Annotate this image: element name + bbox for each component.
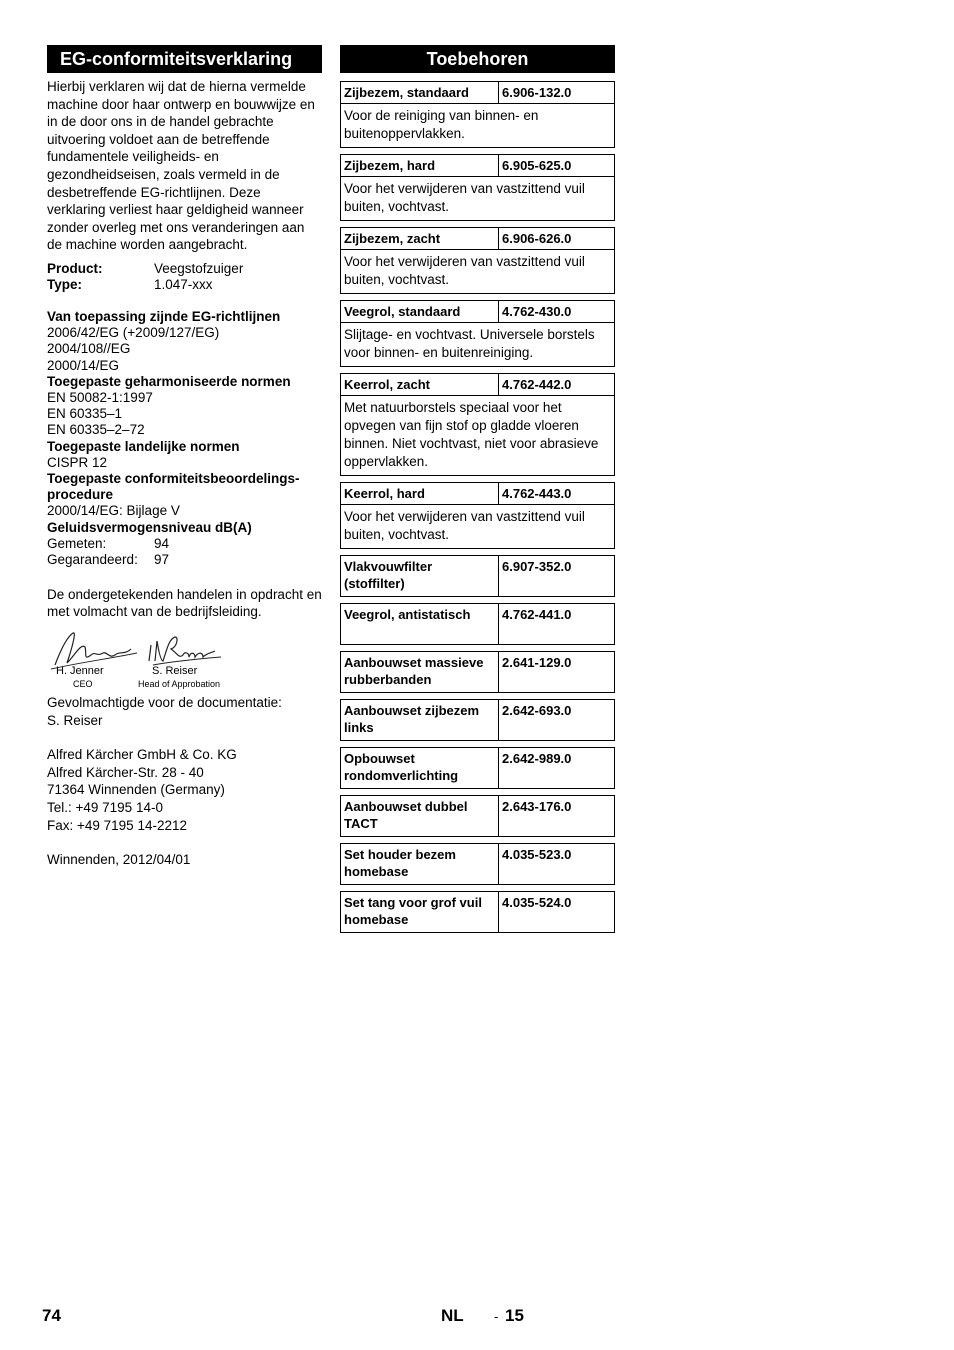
accessory-item xyxy=(340,300,615,367)
procedure-item: 2000/14/EG: Bijlage V xyxy=(47,503,180,519)
accessory-description: Voor de reiniging van binnen- en buitenoppervlakken. xyxy=(341,103,614,147)
address-line: Alfred Kärcher GmbH & Co. KG xyxy=(47,747,237,763)
accessory-item xyxy=(340,81,615,148)
accessory-description: Voor het verwijderen van vastzittend vuil buiten, vochtvast. xyxy=(341,249,614,293)
harmonised-heading: Toegepaste geharmoniseerde normen xyxy=(47,373,291,389)
product-value: Veegstofzuiger xyxy=(154,260,244,276)
accessory-number: 6.907-352.0 xyxy=(502,559,572,574)
signatory-role: CEO xyxy=(73,678,93,689)
accessories-heading: Toebehoren xyxy=(340,45,615,73)
signatory-name: H. Jenner xyxy=(56,664,104,677)
footer-dash: - xyxy=(494,1309,499,1324)
signatory-name: S. Reiser xyxy=(152,664,198,677)
harmonised-item: EN 50082-1:1997 xyxy=(47,389,153,405)
accessory-description: Voor het verwijderen van vastzittend vuil buiten, vochtvast. xyxy=(341,504,614,548)
noise-heading: Geluidsvermogensniveau dB(A) xyxy=(47,519,252,535)
accessory-number: 4.035-523.0 xyxy=(502,847,572,862)
signature-block xyxy=(47,629,322,689)
accessory-row xyxy=(341,556,614,596)
accessory-number: 2.641-129.0 xyxy=(502,655,572,670)
guaranteed-value: 97 xyxy=(154,551,170,567)
accessory-name: Vlakvouwfilter (stoffilter) xyxy=(341,556,499,596)
directive-item: 2000/14/EG xyxy=(47,357,120,373)
accessory-item xyxy=(340,843,615,885)
guaranteed-row xyxy=(47,552,322,568)
signatory-role: Head of Approbation xyxy=(138,678,221,689)
harmonised-item: EN 60335–2–72 xyxy=(47,422,145,438)
accessory-name: Zijbezem, hard xyxy=(341,155,499,176)
national-item: CISPR 12 xyxy=(47,454,108,470)
type-label: Type: xyxy=(47,276,83,292)
accessory-row xyxy=(341,700,614,740)
documentation-name: S. Reiser xyxy=(47,712,103,728)
accessory-item xyxy=(340,555,615,597)
accessory-description: Voor het verwijderen van vastzittend vuil buiten, vochtvast. xyxy=(341,176,614,220)
accessory-name: Aanbouwset zijbezem links xyxy=(341,700,499,740)
documentation-label: Gevolmachtigde voor de documentatie: xyxy=(47,694,282,710)
accessory-row xyxy=(341,844,614,884)
accessory-row xyxy=(341,748,614,788)
accessory-row xyxy=(341,155,614,176)
accessory-number: 4.762-441.0 xyxy=(502,607,572,622)
product-label: Product: xyxy=(47,260,103,276)
accessory-item xyxy=(340,603,615,645)
declaration-heading: EG-conformiteitsverklaring xyxy=(47,45,322,73)
accessory-name: Zijbezem, zacht xyxy=(341,228,499,249)
accessory-row xyxy=(341,374,614,395)
product-row xyxy=(47,261,322,277)
language-code: NL xyxy=(441,1306,464,1325)
accessory-name: Set tang voor grof vuil homebase xyxy=(341,892,499,932)
measured-row xyxy=(47,536,322,552)
directive-item: 2004/108//EG xyxy=(47,341,131,357)
accessory-name: Keerrol, hard xyxy=(341,483,499,504)
accessory-item xyxy=(340,891,615,933)
directives-heading: Van toepassing zijnde EG-richtlijnen xyxy=(47,308,281,324)
accessory-number: 6.906-626.0 xyxy=(502,231,572,246)
measured-label: Gemeten: xyxy=(47,535,107,551)
accessories-column xyxy=(340,45,615,933)
accessory-item xyxy=(340,227,615,294)
accessory-name: Keerrol, zacht xyxy=(341,374,499,395)
accessory-item xyxy=(340,699,615,741)
accessory-item xyxy=(340,795,615,837)
accessory-description: Met natuurborstels speciaal voor het opvegen van fijn stof op gladde vloeren binnen. Niet vochtvast, niet voor abrasieve oppervlakken. xyxy=(341,395,614,475)
accessory-description: Slijtage- en vochtvast. Universele borstels voor binnen- en buitenreiniging. xyxy=(341,322,614,366)
accessory-name: Aanbouwset massieve rubberbanden xyxy=(341,652,499,692)
accessory-number: 4.035-524.0 xyxy=(502,895,572,910)
accessory-number: 4.762-443.0 xyxy=(502,486,572,501)
harmonised-item: EN 60335–1 xyxy=(47,406,123,422)
accessory-name: Zijbezem, standaard xyxy=(341,82,499,103)
company-address xyxy=(47,746,322,834)
accessory-name: Aanbouwset dubbel TACT xyxy=(341,796,499,836)
accessory-row xyxy=(341,892,614,932)
procedure-heading: Toegepaste conformiteitsbeoordelings- xyxy=(47,470,300,486)
directive-item: 2006/42/EG (+2009/127/EG) xyxy=(47,325,220,341)
accessory-item xyxy=(340,482,615,549)
guaranteed-label: Gegarandeerd: xyxy=(47,551,138,567)
accessory-item xyxy=(340,747,615,789)
accessory-number: 6.905-625.0 xyxy=(502,158,572,173)
address-line: 71364 Winnenden (Germany) xyxy=(47,782,225,798)
accessory-row xyxy=(341,483,614,504)
accessory-row xyxy=(341,228,614,249)
accessory-name: Veegrol, antistatisch xyxy=(341,604,499,644)
accessory-row xyxy=(341,796,614,836)
type-value: 1.047-xxx xyxy=(154,276,213,292)
accessory-row xyxy=(341,301,614,322)
signatories-text: De ondergetekenden handelen in opdracht en met volmacht van de bedrijfsleiding. xyxy=(47,586,322,620)
accessory-row xyxy=(341,82,614,103)
address-line: Tel.: +49 7195 14-0 xyxy=(47,799,163,815)
accessory-name: Veegrol, standaard xyxy=(341,301,499,322)
accessory-number: 6.906-132.0 xyxy=(502,85,572,100)
accessory-item xyxy=(340,373,615,476)
type-row xyxy=(47,277,322,293)
accessory-number: 4.762-430.0 xyxy=(502,304,572,319)
accessory-row xyxy=(341,652,614,692)
section-page-number: 15 xyxy=(505,1306,524,1325)
declaration-intro: Hierbij verklaren wij dat de hierna vermelde machine door haar ontwerp en bouwwijze en in de door ons in de handel gebrachte uitvoering voldoet aan de betreffende fundamentele veiligheids- en gezondheidseisen, zoals vermeld in de desbetreffende EG-richtlijnen. Deze verklaring verliest haar geldigheid wanneer zonder overleg met ons veranderingen aan de machine worden aangebracht. xyxy=(47,79,315,253)
accessory-item xyxy=(340,651,615,693)
national-heading: Toegepaste landelijke normen xyxy=(47,438,240,454)
accessory-number: 2.642-693.0 xyxy=(502,703,572,718)
accessory-number: 2.643-176.0 xyxy=(502,799,572,814)
declaration-column xyxy=(47,45,322,869)
accessory-number: 2.642-989.0 xyxy=(502,751,572,766)
address-line: Alfred Kärcher-Str. 28 - 40 xyxy=(47,764,204,780)
accessories-list xyxy=(340,81,615,933)
procedure-heading-cont: procedure xyxy=(47,487,114,503)
place-date: Winnenden, 2012/04/01 xyxy=(47,852,191,868)
accessory-number: 4.762-442.0 xyxy=(502,377,572,392)
accessory-name: Opbouwset rondomverlichting xyxy=(341,748,499,788)
signature-reiser xyxy=(145,631,225,669)
measured-value: 94 xyxy=(154,535,170,551)
address-line: Fax: +49 7195 14-2212 xyxy=(47,817,187,833)
accessory-name: Set houder bezem homebase xyxy=(341,844,499,884)
accessory-item xyxy=(340,154,615,221)
page-number: 74 xyxy=(42,1306,61,1325)
accessory-row xyxy=(341,604,614,644)
